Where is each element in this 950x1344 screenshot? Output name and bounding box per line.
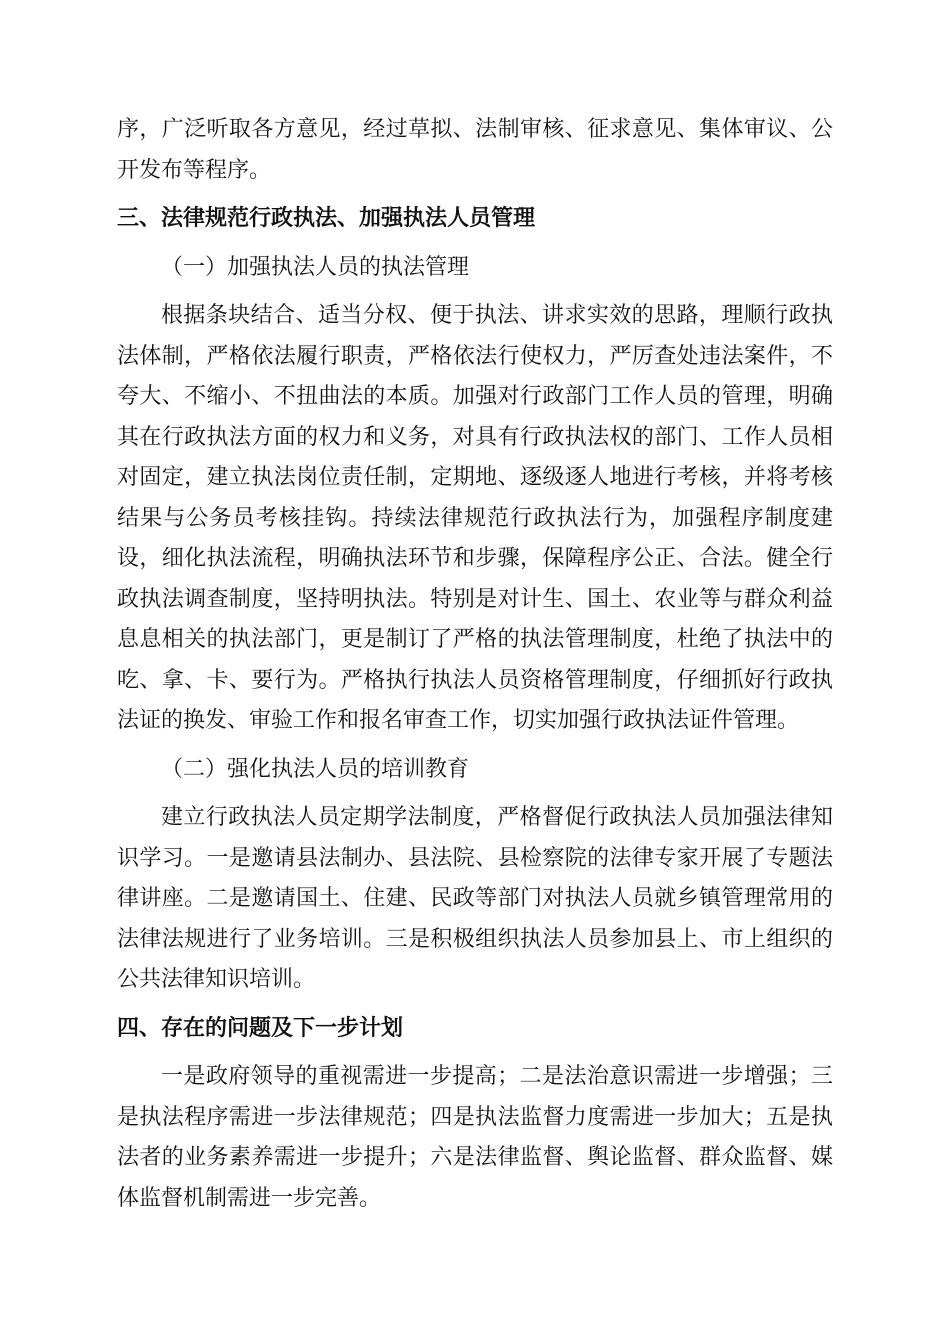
spacer	[117, 191, 833, 199]
spacer	[117, 742, 833, 750]
spacer	[117, 240, 833, 248]
spacer	[117, 790, 833, 798]
section-4-paragraph: 一是政府领导的重视需进一步提高；二是法治意识需进一步增强；三是执法程序需进一步法律规范；四是执法监督力度需进一步加大；五是执法者的业务素养需进一步提升；六是法律监督、舆论监督、群众监督、媒体监督机制需进一步完善。	[117, 1064, 833, 1211]
subsection-3-1-heading: （一）加强执法人员的执法管理	[161, 254, 470, 280]
spacer	[117, 1001, 833, 1009]
section-3-heading: 三、法律规范行政执法、加强执法人员管理	[117, 206, 536, 231]
document-page	[117, 110, 833, 1219]
subsection-3-2-heading: （二）强化执法人员的培训教育	[161, 756, 470, 782]
spacer	[117, 1049, 833, 1057]
subsection-3-2-paragraph: 建立行政执法人员定期学法制度，严格督促行政执法人员加强法律知识学习。一是邀请县法制办、县法院、县检察院的法律专家开展了专题法律讲座。二是邀请国土、住建、民政等部门对执法人员就乡镇管理常用的法律法规进行了业务培训。三是积极组织执法人员参加县上、市上组织的公共法律知识培训。	[117, 805, 833, 992]
intro-paragraph: 序，广泛听取各方意见，经过草拟、法制审核、征求意见、集体审议、公开发布等程序。	[117, 117, 833, 183]
spacer	[117, 288, 833, 296]
section-4-heading: 四、存在的问题及下一步计划	[117, 1015, 404, 1041]
subsection-3-1-paragraph: 根据条块结合、适当分权、便于执法、讲求实效的思路，理顺行政执法体制，严格依法履行职责，严格依法行使权力，严厉查处违法案件，不夸大、不缩小、不扭曲法的本质。加强对行政部门工作人员的管理，明确其在行政执法方面的权力和义务，对具有行政执法权的部门、工作人员相对固定，建立执法岗位责任制，定期地、逐级逐人地进行考核，并将考核结果与公务员考核挂钩。持续法律规范行政执法行为，加强程序制度建设，细化执法流程，明确执法环节和步骤，保障程序公正、合法。健全行政执法调查制度，坚持明执法。特别是对计生、国土、农业等与群众利益息息相关的执法部门，更是制订了严格的执法管理制度，杜绝了执法中的吃、拿、卡、要行为。严格执行执法人员资格管理制度，仔细抓好行政执法证的换发、审验工作和报名审查工作，切实加强行政执法证件管理。	[117, 303, 833, 733]
